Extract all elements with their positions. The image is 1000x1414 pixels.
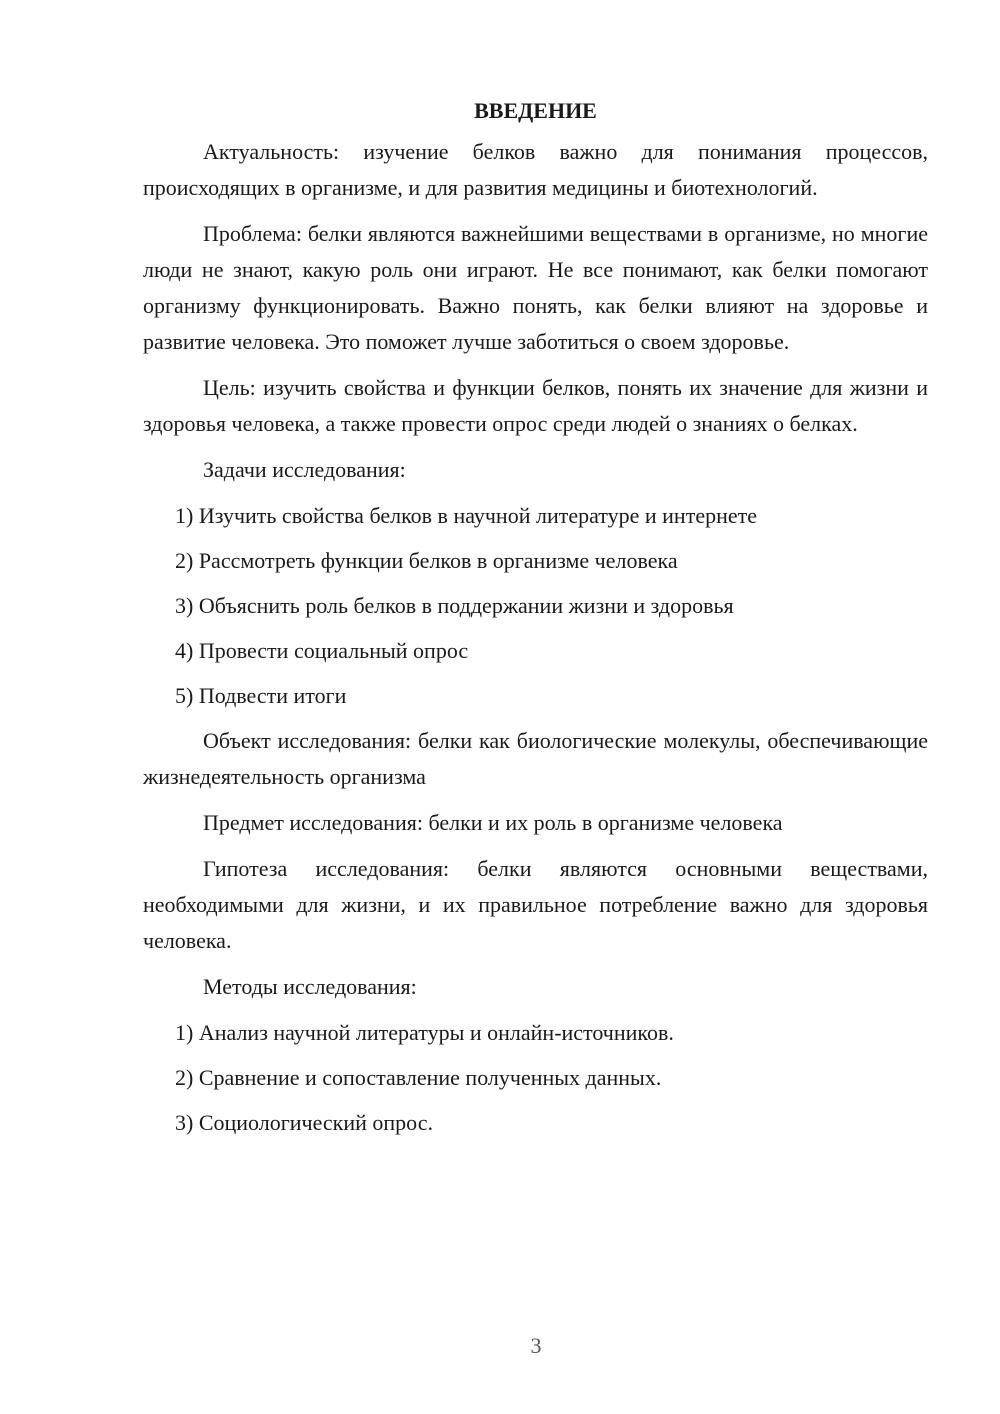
object-paragraph: Объект исследования: белки как биологические молекулы, обеспечивающие жизнедеятельность организма xyxy=(143,728,928,789)
subject-paragraph: Предмет исследования: белки и их роль в организме человека xyxy=(203,810,783,835)
relevance-paragraph: Актуальность: изучение белков важно для понимания процессов, происходящих в организме, и для развития медицины и биотехнологий. xyxy=(143,139,928,200)
task-item: 2) Рассмотреть функции белков в организме человека xyxy=(175,548,678,573)
methods-heading: Методы исследования: xyxy=(203,974,417,999)
page-number: 3 xyxy=(530,1333,542,1358)
task-item: 4) Провести социальный опрос xyxy=(175,638,469,663)
goal-paragraph: Цель: изучить свойства и функции белков, понять их значение для жизни и здоровья человека, а также провести опрос среди людей о знаниях о белках. xyxy=(143,375,928,436)
method-item: 2) Сравнение и сопоставление полученных данных. xyxy=(175,1065,662,1090)
method-item: 1) Анализ научной литературы и онлайн-источников. xyxy=(175,1020,674,1045)
section-title: ВВЕДЕНИЕ xyxy=(474,98,597,123)
tasks-list xyxy=(143,498,928,714)
hypothesis-paragraph: Гипотеза исследования: белки являются основными веществами, необходимыми для жизни, и их правильное потребление важно для здоровья человека. xyxy=(143,856,928,953)
task-item: 1) Изучить свойства белков в научной литературе и интернете xyxy=(175,503,758,528)
page-content xyxy=(143,94,928,1150)
method-item: 3) Социологический опрос. xyxy=(175,1110,433,1135)
task-item: 5) Подвести итоги xyxy=(175,683,347,708)
methods-list xyxy=(143,1015,928,1141)
problem-paragraph: Проблема: белки являются важнейшими веществами в организме, но многие люди не знают, какую роль они играют. Не все понимают, как белки помогают организму функционировать. Важно понять, как белки влияют на здоровье и развитие человека. Это поможет лучше заботиться о своем здоровье. xyxy=(143,221,928,354)
tasks-heading: Задачи исследования: xyxy=(203,457,406,482)
task-item: 3) Объяснить роль белков в поддержании жизни и здоровья xyxy=(175,593,734,618)
